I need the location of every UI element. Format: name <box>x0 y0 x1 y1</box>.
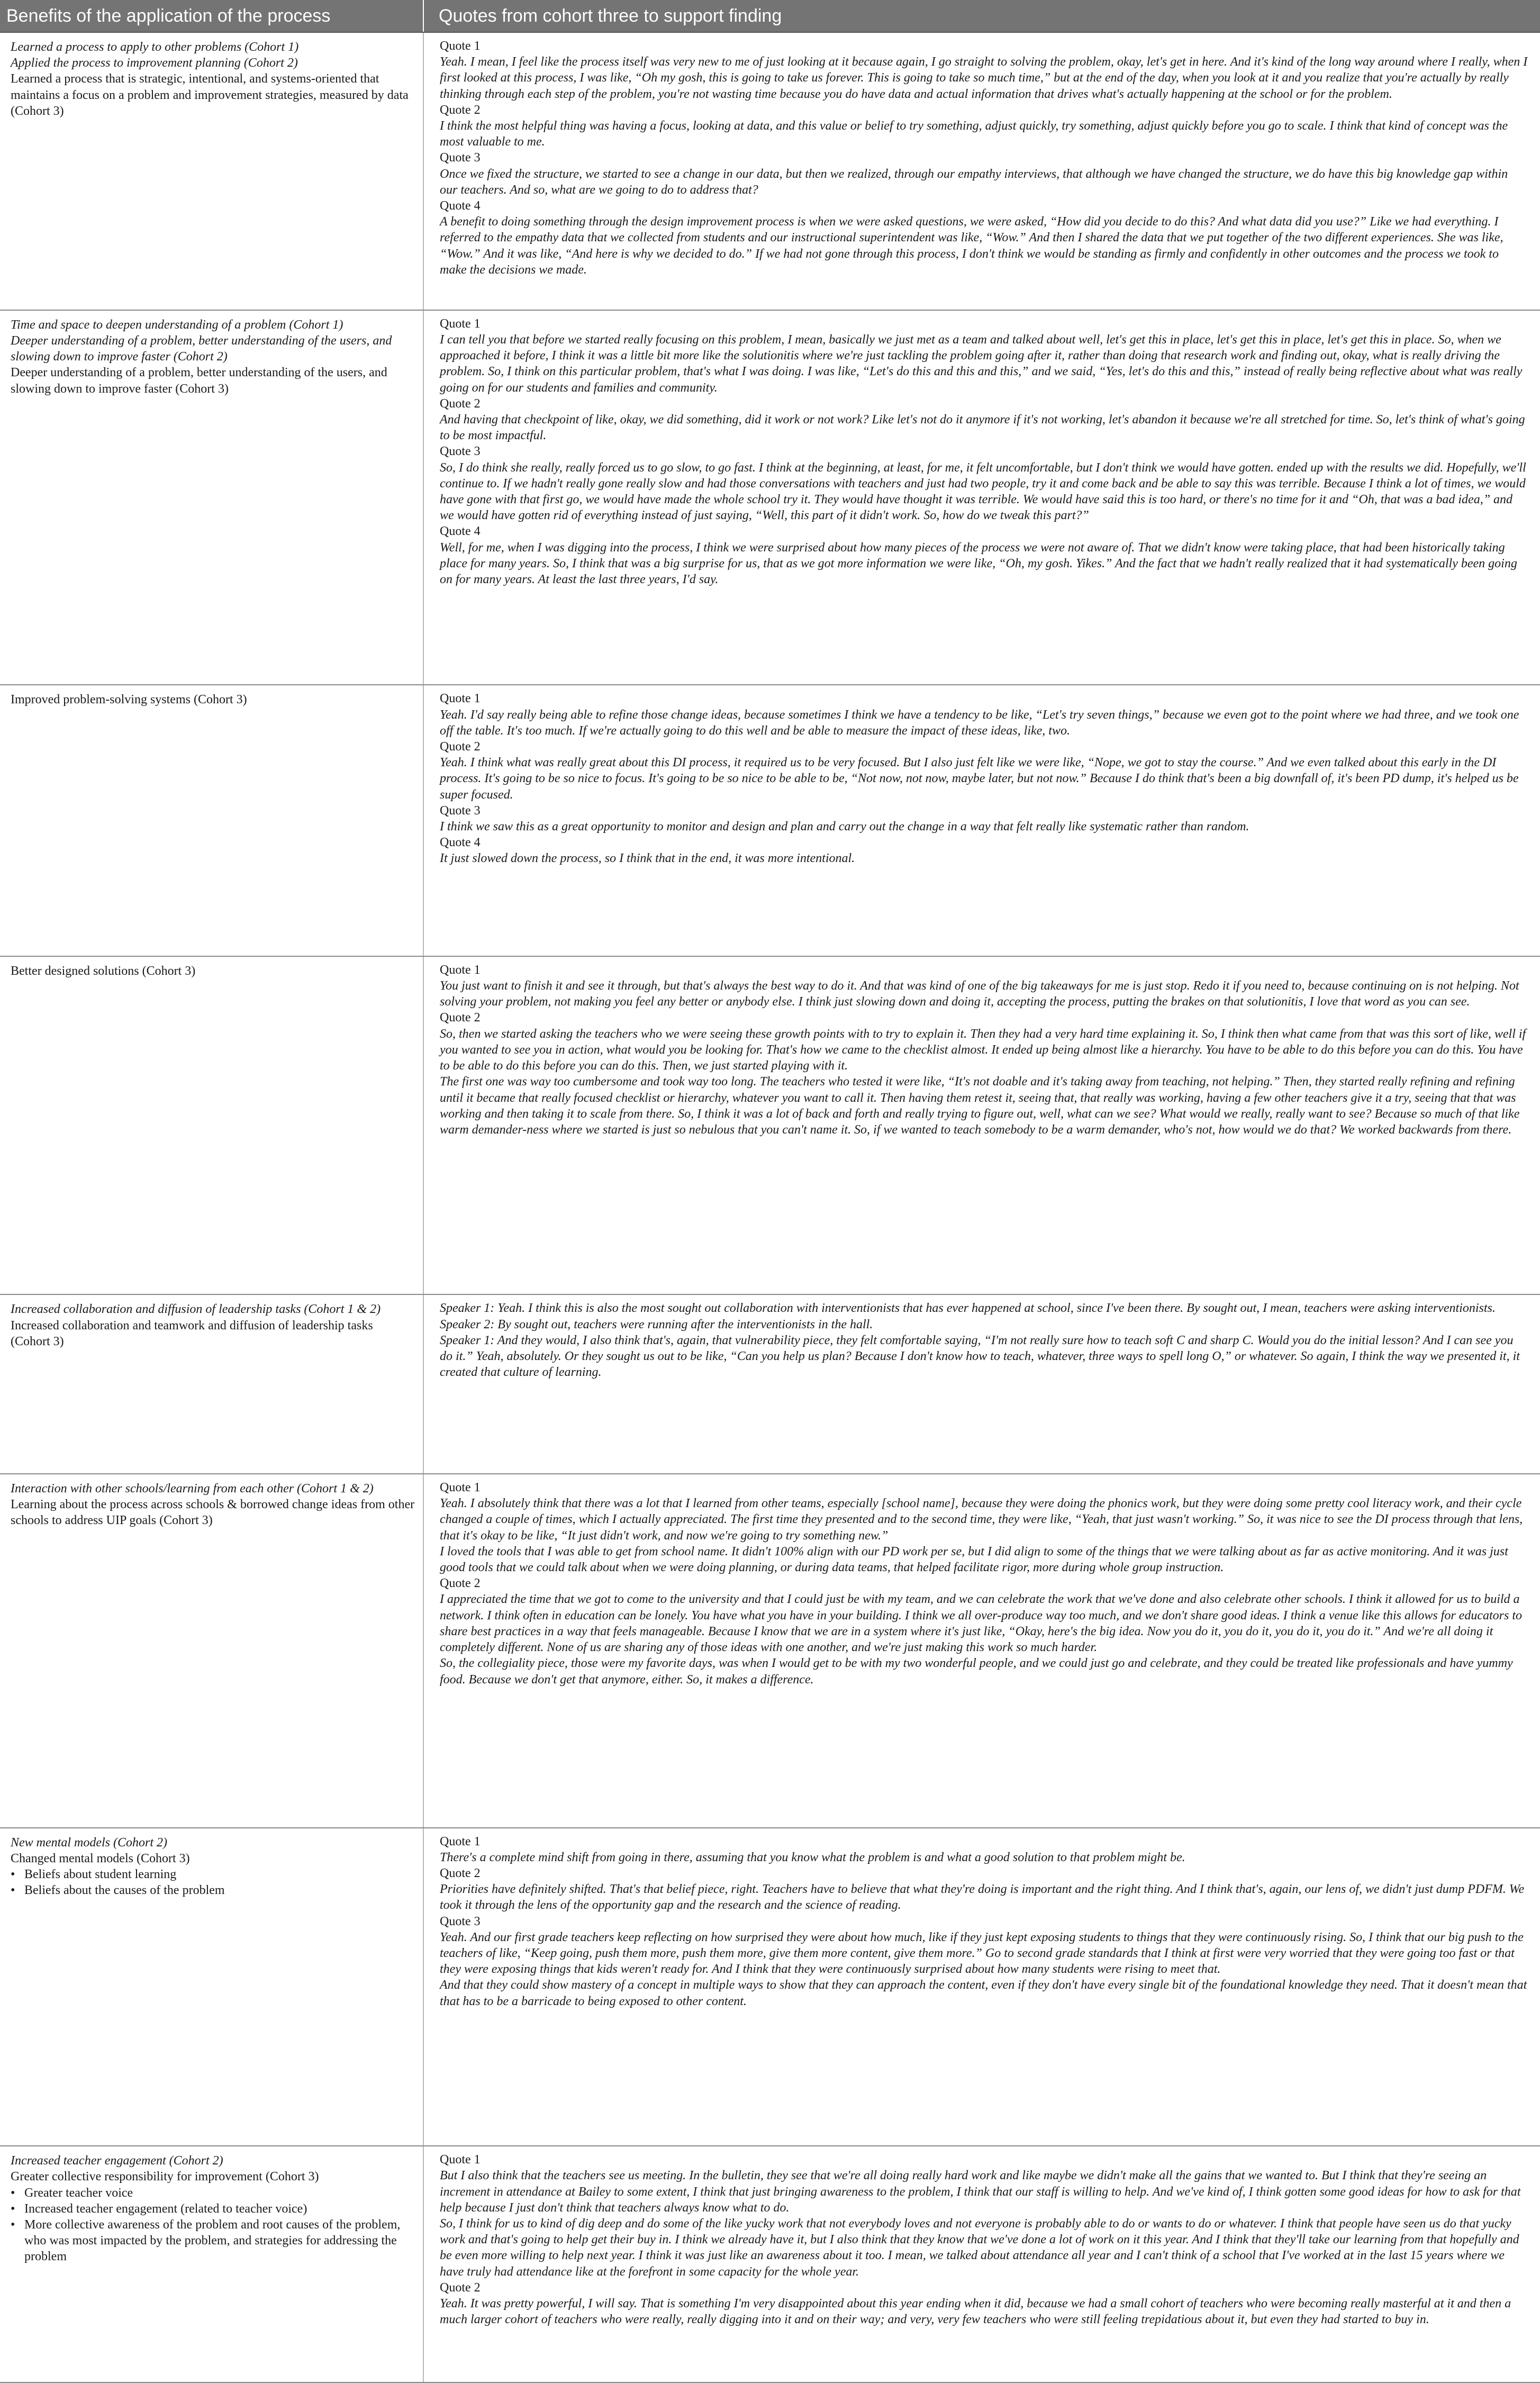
quotes-cell <box>423 2146 1540 2382</box>
benefit-bullet-item: • Increased teacher engagement (related to teacher voice) <box>11 2201 415 2217</box>
quote-block <box>440 962 1528 1010</box>
quote-block <box>440 1480 1528 1575</box>
benefit-cell <box>0 310 423 685</box>
quote-label: Quote 2 <box>440 1576 481 1591</box>
table-row <box>0 1294 1540 1474</box>
benefit-label: Changed mental models (Cohort 3) <box>11 1851 190 1865</box>
quotes-cell <box>423 1474 1540 1827</box>
quote-block <box>440 835 1528 866</box>
quote-label: Quote 2 <box>440 1011 481 1025</box>
benefit-cell <box>0 956 423 1295</box>
quote-block <box>440 396 1528 444</box>
benefit-cell <box>0 1474 423 1827</box>
quote-label: Quote 2 <box>440 1866 481 1880</box>
quote-block <box>440 1914 1528 2009</box>
table-row <box>0 32 1540 310</box>
benefit-bullet-list <box>11 1866 415 1898</box>
quote-text: Speaker 1: Yeah. I think this is also the most sought out collaboration with interventionists that has ever happened at school, since I've been there. By sought out, I mean, teachers were asking interventionists. <box>440 1301 1496 1316</box>
quote-block <box>440 2280 1528 2328</box>
benefit-label: Learning about the process across schools & borrowed change ideas from other schools to address UIP goals (Cohort 3) <box>11 1498 415 1528</box>
benefit-cell <box>0 1294 423 1474</box>
benefit-label: Increased teacher engagement (Cohort 2) <box>11 2154 223 2168</box>
quote-label: Quote 4 <box>440 199 481 213</box>
quote-text: It just slowed down the process, so I think that in the end, it was more intentional. <box>440 851 855 866</box>
quote-text: A benefit to doing something through the design improvement process is when we were asked questions, we were asked, “How did you decide to do this? And what data did you use?” Like we had everything. I referred to the empathy data that we collected from students and our instructional superintendent was like, “Wow.” And then I shared the data that we put together of the two different experiences. She was like, “Wow.” And it was like, “And here is why we decided to do.” If we had not gone through this process, I don't think we would be standing as firmly and confidently in other outcomes and the process we took to make the decisions we made. <box>440 215 1503 277</box>
quote-label: Quote 2 <box>440 2280 481 2295</box>
quote-label: Quote 3 <box>440 1914 481 1928</box>
table-row <box>0 1828 1540 2146</box>
quote-text: Yeah. It was pretty powerful, I will say. That is something I'm very disappointed about this year ending when it did, because we had a small cohort of teachers who were becoming really masterful at it and then a much larger cohort of teachers who were really, really digging into it and on their way; and very, very few teachers who were still feeling trepidatious about it, but even they had started to buy in. <box>440 2296 1511 2327</box>
quote-label: Quote 4 <box>440 836 481 850</box>
benefit-label: Learned a process that is strategic, intentional, and systems-oriented that maintains a focus on a problem and improvement strategies, measured by data (Cohort 3) <box>11 72 409 118</box>
quote-block <box>440 316 1528 396</box>
benefit-bullet-item: • Greater teacher voice <box>11 2185 415 2201</box>
quote-text: Yeah. I absolutely think that there was a lot that I learned from other teams, especially [school name], because they were doing the phonics work, but they were doing some pretty cool literacy work, and their cycle changed a couple of times, which I actually appreciated. The first time they presented and to the second time, they were like, “Yeah, that just wasn't working.” So, it was nice to see the DI process through that lens, that it's okay to be like, “It just didn't work, and now we're going to try something new.” <box>440 1497 1523 1543</box>
quote-label: Quote 3 <box>440 803 481 818</box>
benefit-label: Learned a process to apply to other problems (Cohort 1) <box>11 40 299 54</box>
quote-block <box>440 443 1528 523</box>
quotes-cell <box>423 956 1540 1295</box>
benefit-label: Increased collaboration and teamwork and diffusion of leadership tasks (Cohort 3) <box>11 1318 373 1348</box>
column-header-quotes: Quotes from cohort three to support finding <box>423 0 1540 32</box>
benefit-cell <box>0 685 423 956</box>
quote-label: Quote 2 <box>440 396 481 411</box>
table-row <box>0 2146 1540 2382</box>
table-row <box>0 685 1540 956</box>
quote-text: Yeah. I mean, I feel like the process itself was very new to me of just looking at it because again, I go straight to solving the problem, okay, let's get in here. And it's kind of the long way around where I really, when I first looked at this process, I was like, “Oh my gosh, this is going to take us forever. This is going to take so much time,” but at the end of the day, when you look at it and you realize that you're actually by really thinking through each step of the problem, you're not wasting time because you do have data and actual information that drives what's actually happening at the school or for the problem. <box>440 55 1528 101</box>
quotes-cell <box>423 310 1540 685</box>
quote-text: I appreciated the time that we got to come to the university and that I could just be with my team, and we can celebrate the work that we've done and also celebrate other schools. I think it allowed for us to build a network. I think often in education can be lonely. You have what you have in your building. I think we all over-produce way too much, and we don't share good ideas. I think a venue like this allows for educators to share best practices in a way that feels manageable. Because I know that we are in a system where it's just like, “Okay, here's the big idea. Now you do it, you do it, you do it, you do it.” And we're all doing it completely different. None of us are sharing any of those ideas with one another, and we're just making this work so much harder. <box>440 1592 1522 1655</box>
table-header-row <box>0 0 1540 32</box>
quote-text: Speaker 1: And they would, I also think that's, again, that vulnerability piece, they felt comfortable saying, “I'm not really sure how to teach soft C and sharp C. Would you do the initial lesson? And I can see you do it.” Yeah, absolutely. Or they sought us out to be like, “Can you help us plan? Because I don't know how to teach, whatever, three ways to spell long O,” or whatever. So again, I think the way we presented it, it created that culture of learning. <box>440 1333 1520 1380</box>
table-body <box>0 32 1540 2382</box>
quotes-cell <box>423 32 1540 310</box>
quote-label: Quote 2 <box>440 103 481 117</box>
quote-block <box>440 102 1528 150</box>
benefit-bullet-list <box>11 2185 415 2265</box>
quote-block <box>440 1575 1528 1687</box>
quote-block <box>440 150 1528 198</box>
benefit-label: Deeper understanding of a problem, better understanding of the users, and slowing down to improve faster (Cohort 3) <box>11 366 387 396</box>
quote-text: And that they could show mastery of a concept in multiple ways to show that they can approach the content, even if they don't have every single bit of the foundational knowledge they need. That it doesn't mean that that has to be a barricade to being exposed to other content. <box>440 1978 1527 2008</box>
quote-text: The first one was way too cumbersome and took way too long. The teachers who tested it were like, “It's not doable and it's taking away from teaching, not helping.” Then, they started really refining and refining until it became that really focused checklist or hierarchy, whatever you want to call it. Then having them retest it, seeing that, that really was working, having a few other teachers give it a try, seeing that that was working and then taking it to scale from there. So, I think it was a lot of back and forth and really trying to figure out, well, what can we see? What would we really, really want to see? Because so much of that like warm demander-ness where we started is just so nebulous that you can't name it. So, if we wanted to teach somebody to be a warm demander, who's not, how would we do that? We worked backwards from there. <box>440 1075 1520 1137</box>
benefit-label: Better designed solutions (Cohort 3) <box>11 964 196 978</box>
quote-block <box>440 38 1528 102</box>
benefit-label: Greater collective responsibility for improvement (Cohort 3) <box>11 2170 319 2184</box>
column-header-benefits: Benefits of the application of the process <box>0 0 423 32</box>
quote-text: I think the most helpful thing was having a focus, looking at data, and this value or belief to try something, adjust quickly, try something, adjust quickly before you go to scale. I think that kind of concept was the most valuable to me. <box>440 119 1508 149</box>
benefit-label: Improved problem-solving systems (Cohort 3) <box>11 693 247 707</box>
quote-block <box>440 198 1528 278</box>
benefit-label: Time and space to deepen understanding of a problem (Cohort 1) <box>11 318 343 332</box>
benefit-bullet-item: • Beliefs about the causes of the problem <box>11 1882 415 1898</box>
quotes-cell <box>423 1828 1540 2146</box>
quote-block <box>440 2152 1528 2280</box>
table-row <box>0 310 1540 685</box>
benefit-cell <box>0 32 423 310</box>
quote-text: Speaker 2: By sought out, teachers were running after the interventionists in the hall. <box>440 1317 873 1331</box>
quote-label: Quote 1 <box>440 39 481 53</box>
benefit-bullet-item: • Beliefs about student learning <box>11 1866 415 1882</box>
quote-label: Quote 1 <box>440 963 481 977</box>
quote-text: I think we saw this as a great opportunity to monitor and design and plan and carry out the change in a way that felt really like systematic rather than random. <box>440 820 1249 833</box>
quote-text: Priorities have definitely shifted. That's that belief piece, right. Teachers have to believe that what they're doing is important and the right thing. And I think that's, again, our lens of, we didn't just dump PDFM. We took it through the lens of the opportunity gap and the research and the science of reading. <box>440 1882 1525 1913</box>
quote-text: And having that checkpoint of like, okay, we did something, did it work or not work? Like let's not do it anymore if it's not working, let's abandon it because we're all stretched for time. So, let's think of what's going to be most impactful. <box>440 413 1525 443</box>
benefit-label: Increased collaboration and diffusion of leadership tasks (Cohort 1 & 2) <box>11 1302 381 1317</box>
quote-label: Quote 3 <box>440 445 481 459</box>
quote-block <box>440 691 1528 739</box>
quote-text: I loved the tools that I was able to get from school name. It didn't 100% align with our PD work per se, but I did align to some of the things that we were talking about as far as active monitoring. And it was just good tools that we could talk about when we were doing planning, or during data teams, that helped facilitate rigor, more during whole group instruction. <box>440 1544 1508 1575</box>
quote-text: You just want to finish it and see it through, but that's always the best way to do it. And that was kind of one of the big takeaways for me is just stop. Redo it if you need to, because continuing on is not helping. Not solving your problem, not making you feel any better or anybody else. I think just slowing down and doing it, accepting the process, putting the brakes on that solutionitis, I love that word as you can see. <box>440 979 1519 1009</box>
quotes-cell <box>423 685 1540 956</box>
benefit-label: New mental models (Cohort 2) <box>11 1835 167 1850</box>
quote-text: Yeah. And our first grade teachers keep reflecting on how surprised they were about how much, like if they just kept exposing students to things that they were continuously rising. So, I think that our big push to the teachers of like, “Keep going, push them more, push them more, give them more content, give them more.” Go to second grade standards that I think at first were very worried that they were going too fast or that they were exposing things that kids weren't ready for. And I think that they were continuously surprised about how many students were rising to meet that. <box>440 1930 1524 1977</box>
quote-text: Yeah. I'd say really being able to refine those change ideas, because sometimes I think we have a tendency to be like, “Let's try seven things,” because we even got to the point where we had three, and we took one off the table. It's too much. If we're actually going to do this well and be able to measure the impact of these ideas, like, two. <box>440 708 1519 738</box>
quote-label: Quote 4 <box>440 524 481 539</box>
benefit-bullet-item: • More collective awareness of the problem and root causes of the problem, who was most impacted by the problem, and strategies for addressing the problem <box>11 2217 415 2265</box>
quotes-cell <box>423 1294 1540 1474</box>
quote-block <box>440 803 1528 835</box>
quote-label: Quote 1 <box>440 1481 481 1495</box>
quote-text: So, I do think she really, really forced us to go slow, to go fast. I think at the beginning, at least, for me, it felt uncomfortable, but I don't think we would have gotten. ended up with the results we did. Hopefully, we'll continue to. If we hadn't really gone really slow and had those conversations with teachers and just had two people, try it and come back and be able to say this was terrible. Because I think a lot of times, we would have gone with that first go, we would have made the whole school try it. They would have thought it was terrible. We would have said this is too hard, or there's no time for it and “Oh, that was a bad idea,” and we would have gotten rid of everything instead of just saying, “Well, this part of it didn't work. So, how do we tweak this part?” <box>440 460 1526 523</box>
benefit-label: Interaction with other schools/learning from each other (Cohort 1 & 2) <box>11 1482 374 1496</box>
benefit-cell <box>0 1828 423 2146</box>
quote-text: So, the collegiality piece, those were my favorite days, was when I would get to be with my two wonderful people, and we could just go and celebrate, and they could be treated like professionals and have yummy food. Because we don't get that anymore, either. So, it makes a difference. <box>440 1656 1513 1687</box>
quote-text: So, I think for us to kind of dig deep and do some of the like yucky work that not everybody loves and not everyone is probably able to do or wants to do or whatever. I think that people have seen us do that yucky work and that's going to help get their buy in. I think we already have it, but I also think that they know that we've done a lot of work on it this year. And I think that they'll take our learning from that hopefully and be even more willing to help next year. I think it was just like an awareness about it too. I mean, we talked about attendance all year and I can't think of a school that I've worked at in the last 15 years where we have truly had attendance like at the forefront in some capacity for the whole year. <box>440 2216 1519 2279</box>
quote-label: Quote 1 <box>440 692 481 706</box>
quote-text: There's a complete mind shift from going in there, assuming that you know what the problem is and what a good solution to that problem might be. <box>440 1850 1185 1864</box>
benefit-label: Applied the process to improvement planning (Cohort 2) <box>11 56 298 70</box>
quote-text: But I also think that the teachers see us meeting. In the bulletin, they see that we're all doing really hard work and like maybe we didn't make all the gains that we wanted to. But I think that they're seeing an increment in attendance at Bailey to some extent, I think that just bringing awareness to the problem, I think that our staff is willing to help. And we've kind of, I think gotten some good ideas for how to ask for that help because I just don't think that teachers always know what to do. <box>440 2169 1521 2215</box>
quote-label: Quote 1 <box>440 2153 481 2167</box>
quote-block <box>440 1300 1528 1380</box>
quote-block <box>440 523 1528 587</box>
quote-text: I can tell you that before we started really focusing on this problem, I mean, basically we just met as a team and talked about well, let's get this in place, let's get this in place, let's get this in place. So, when we approached it before, I think it was a little bit more like the solutionitis where we're just tackling the problem going after it, rather than doing that research work and finding out, okay, what is really driving the problem. So, I think on this particular problem, that's what I was doing. I was like, “Let's do this and this and this,” and we said, “Yes, let's do this and this,” instead of really being reflective about what was really going on for our students and families and community. <box>440 333 1523 395</box>
quote-block <box>440 1010 1528 1138</box>
quote-label: Quote 1 <box>440 1834 481 1849</box>
quote-label: Quote 2 <box>440 739 481 754</box>
table-row <box>0 1474 1540 1827</box>
quote-text: Yeah. I think what was really great about this DI process, it required us to be very focused. But I also just felt like we were like, “Nope, we got to stay the course.” And we even talked about this early in the DI process. It's going to be so nice to focus. It's going to be so nice to be able to be, “Not now, not now, maybe later, but not now.” Because I do think that's been a big downfall of, it's been PD dump, it's helped us be super focused. <box>440 756 1519 802</box>
quote-block <box>440 739 1528 803</box>
quote-block <box>440 1834 1528 1865</box>
quote-text: Once we fixed the structure, we started to see a change in our data, but then we realized, through our empathy interviews, that although we have changed the structure, we do have this big knowledge gap within our teachers. And so, what are we going to do to address that? <box>440 167 1508 197</box>
quote-text: So, then we started asking the teachers who we were seeing these growth points with to try to explain it. Then they had a very hard time explaining it. So, I think then what came from that was this sort of like, well if you wanted to see you in action, what would you be looking for. That's how we came to the checklist almost. It ended up being almost like a hierarchy. You have to be able to do this before you can do this. You have to be able to do this before you can do this. Then, we just started playing with it. <box>440 1027 1526 1073</box>
benefit-label: Deeper understanding of a problem, better understanding of the users, and slowing down to improve faster (Cohort 2) <box>11 334 392 364</box>
table-row <box>0 956 1540 1295</box>
quote-block <box>440 1865 1528 1914</box>
quote-label: Quote 3 <box>440 151 481 165</box>
quote-label: Quote 1 <box>440 316 481 331</box>
quote-text: Well, for me, when I was digging into the process, I think we were surprised about how many pieces of the process we were not aware of. That we didn't know were taking place, that had been historically taking place for many years. So, I think that was a big surprise for us, that as we got more information we were like, “Oh, my gosh. Yikes.” And the fact that we hadn't really realized that it had systematically been going on for many years. At least the last three years, I'd say. <box>440 540 1517 587</box>
benefit-cell <box>0 2146 423 2382</box>
